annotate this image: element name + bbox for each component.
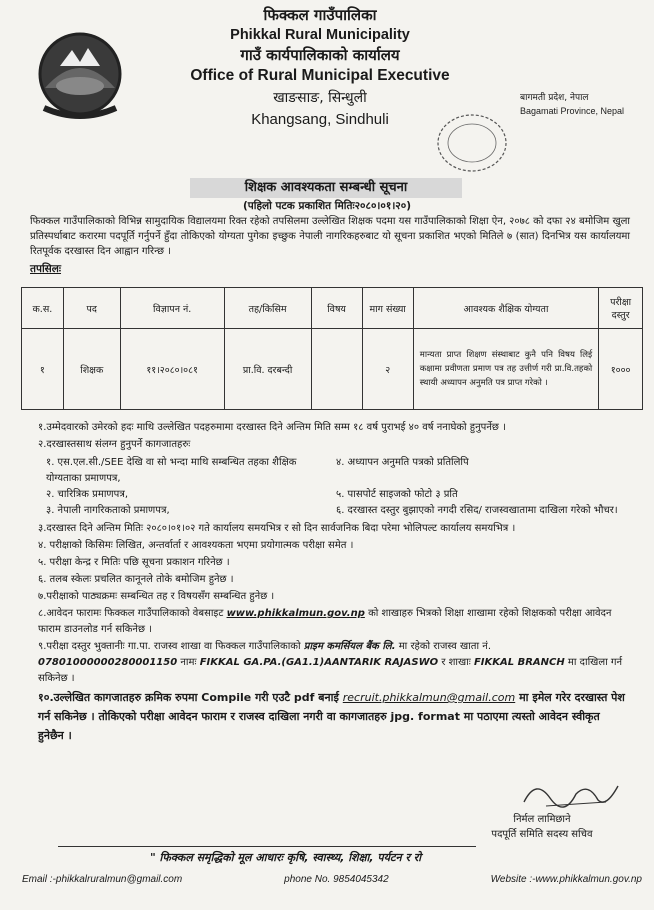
item-deadline: ३.दरखास्त दिने अन्तिम मितिः २०८०।०१।०२ गते कार्यालय समयभित्र र सो दिन सार्वजनिक बिदा परेमा भोलिपल्ट कार्यालय समयभित्र । (38, 523, 516, 534)
doc-1: १. एस.एल.सी./SEE देखि वा सो भन्दा माथि सम्बन्धित तहका शैक्षिक योग्यताका प्रमाणपत्र, (46, 457, 297, 484)
notice-title: शिक्षक आवश्यकता सम्बन्धी सूचना (190, 178, 462, 198)
item-exam-center: ५. परीक्षा केन्द्र र मितिः पछि सूचना प्रकाशन गरिनेछ । (38, 557, 230, 568)
cell-ad-no: ११।२०८०।०८१ (120, 329, 224, 410)
intro-paragraph: फिक्कल गाउँपालिकाको विभिन्न सामुदायिक विद्यालयमा रिक्त रहेको तपसिलमा उल्लेखित शिक्षक पदमा यस गाउँपालिकाको शिक्षा ऐन, २०७८ को दफा २४ बमोजिम खुला प्रतिस्पर्धाबाट करारमा पदपूर्ति गर्नुपर्ने हुँदा तोकिएको योग्यता पुगेका इच्छुक नेपाली नागरिकहरुबाट यो सूचना प्रकाशित भएको मितिले ७ (सात) दिनभित्र यस कार्यालयमा रितपूर्वक दरखास्त दिन आह्वान गरिन्छ । (30, 216, 630, 257)
website-link[interactable]: www.phikkalmun.gov.np (226, 608, 365, 619)
col-fee: परीक्षा दस्तुर (599, 288, 643, 329)
signatory-designation: पदपूर्ति समिति सदस्य सचिव (491, 829, 593, 840)
conditions-list (38, 420, 628, 746)
item-submission (38, 688, 628, 745)
col-count: माग संख्या (362, 288, 413, 329)
col-level: तह/किसिम (224, 288, 311, 329)
doc-3: ३. नेपाली नागरिकताको प्रमाणपत्र, (46, 505, 170, 516)
account-name: FIKKAL GA.PA.(GA1.1)AANTARIK RAJASWO (199, 657, 439, 668)
office-stamp-icon (434, 110, 510, 176)
office-name-en: Office of Rural Municipal Executive (190, 67, 450, 84)
col-ad-no: विज्ञापन नं. (120, 288, 224, 329)
recruit-email-link[interactable]: recruit.phikkalmun@gmail.com (342, 691, 516, 704)
cell-qualification: मान्यता प्राप्त शिक्षण संस्थाबाट कुनै पनि विषय लिई कक्षामा प्रवीणता प्रमाण पत्र तह उत्तीर्ण गरी प्रा.वि.तहको स्थायी अध्यापन अनुमति पत्र प्राप्त गरेको । (413, 329, 598, 410)
nepal-emblem-icon (30, 28, 130, 120)
vacancy-table (21, 287, 643, 410)
signature-icon (516, 772, 626, 814)
footer (22, 874, 642, 885)
province-np: बागमती प्रदेश, नेपाल (520, 93, 589, 103)
form-text-a: ८.आवेदन फारामः फिक्कल गाउँपालिकाको वेबसाइट (38, 608, 224, 619)
publish-date: (पहिलो पटक प्रकाशित मितिः२०८०।०१।२०) (242, 200, 412, 212)
col-sn: क.स. (22, 288, 64, 329)
footer-website[interactable]: Website :-www.phikkalmun.gov.np (490, 874, 642, 885)
office-name-np: गाउँ कार्यपालिकाको कार्यालय (240, 46, 400, 64)
account-number: 07801000000280001150 (38, 657, 178, 668)
branch-name: FIKKAL BRANCH (473, 657, 565, 668)
item-salary: ६. तलब स्केलः प्रचलित कानूनले तोके बमोजिम हुनेछ । (38, 574, 234, 585)
footer-divider (58, 846, 476, 847)
municipality-name-np: फिक्कल गाउँपालिका (263, 6, 377, 24)
col-subject: विषय (311, 288, 362, 329)
documents-list (46, 455, 628, 519)
cell-subject (311, 329, 362, 410)
form-text-b: को शाखाहरु भित्रको शिक्षा शाखामा रहेको शिक्षकको परीक्षा आवेदन फाराम डाउनलोड गर्न सकिनेछ । (38, 608, 612, 635)
cell-level: प्रा.वि. दरबन्दी (224, 329, 311, 410)
motto: " फिक्कल समृद्धिको मूल आधारः कृषि, स्वास्थ्य, शिक्षा, पर्यटन र रो (150, 851, 422, 864)
table-header-row (22, 288, 643, 329)
doc-5: ५. पासपोर्ट साइजको फोटो ३ प्रति (336, 489, 458, 500)
cell-fee: १००० (599, 329, 643, 410)
province-block (520, 92, 644, 118)
col-qualification: आवश्यक शैक्षिक योग्यता (413, 288, 598, 329)
province-en: Bagamati Province, Nepal (520, 106, 625, 116)
footer-phone: phone No. 9854045342 (284, 874, 389, 885)
doc-4: ४. अध्यापन अनुमति पत्रको प्रतिलिपि (336, 457, 469, 468)
fee-text-d: र शाखाः (441, 657, 471, 668)
cell-count: २ (362, 329, 413, 410)
table-row (22, 329, 643, 410)
fee-text-a: ९.परीक्षा दस्तुर भुक्तानीः गा.पा. राजस्व शाखा वा फिक्कल गाउँपालिकाको (38, 641, 301, 652)
signatory-name: निर्मल लामिछाने (513, 814, 571, 825)
municipality-name-en: Phikkal Rural Municipality (230, 27, 410, 43)
doc-6: ६. दरखास्त दस्तुर बुझाएको नगदी रसिद/ राजस्वखातामा दाखिला गरेको भौचर। (336, 505, 618, 516)
cell-sn: १ (22, 329, 64, 410)
tapsil-label: तपसिलः (30, 263, 62, 275)
bank-name: प्राइम कमर्सियल बैंक लि. (303, 641, 396, 652)
item-application-form (38, 606, 628, 638)
item-syllabus: ७.परीक्षाको पाठ्यक्रमः सम्बन्धित तह र विषयसँग सम्बन्धित हुनेछ । (38, 591, 275, 602)
item-exam-type: ४. परीक्षाको किसिमः लिखित, अन्तर्वार्ता र आवश्यकता भएमा प्रयोगात्मक परीक्षा समेत । (38, 540, 354, 551)
fee-text-e: मा दाखिला गर्न सकिनेछ । (38, 657, 623, 684)
fee-text-c: नामः (180, 657, 197, 668)
submission-text-a: १०.उल्लेखित कागजातहरु क्रमिक रुपमा Compile गरी एउटै pdf बनाई (38, 691, 339, 704)
location-en: Khangsang, Sindhuli (251, 111, 389, 128)
cell-post: शिक्षक (63, 329, 120, 410)
item-age-limit: १.उम्मेदवारको उमेरको हदः माथि उल्लेखित पदहरुमामा दरखास्त दिने अन्तिम मिति सम्म १८ वर्ष पुराभई ४० वर्ष ननाघेको हुनुपर्नेछ । (38, 422, 506, 433)
col-post: पद (63, 288, 120, 329)
doc-2: २. चारित्रिक प्रमाणपत्र, (46, 489, 129, 500)
item-fee-payment (38, 639, 628, 687)
submission-text-b: मा इमेल गरेर दरखास्त पेश गर्न सकिनेछ । तोकिएको परीक्षा आवेदन फाराम र राजस्व दाखिला नगरी वा कागजातहरु jpg. format मा पठाएमा त्यस्तो आवेदन स्वीकृत हुनेछैन । (38, 691, 625, 742)
location-np: खाङसाङ, सिन्धुली (273, 90, 367, 106)
footer-email[interactable]: Email :-phikkalruralmun@gmail.com (22, 874, 183, 885)
fee-text-b: मा रहेको राजस्व खाता नं. (398, 641, 491, 652)
item-documents-heading: २.दरखास्तसाथ संलग्न हुनुपर्ने कागजातहरुः (38, 439, 191, 450)
signatory (452, 812, 632, 842)
